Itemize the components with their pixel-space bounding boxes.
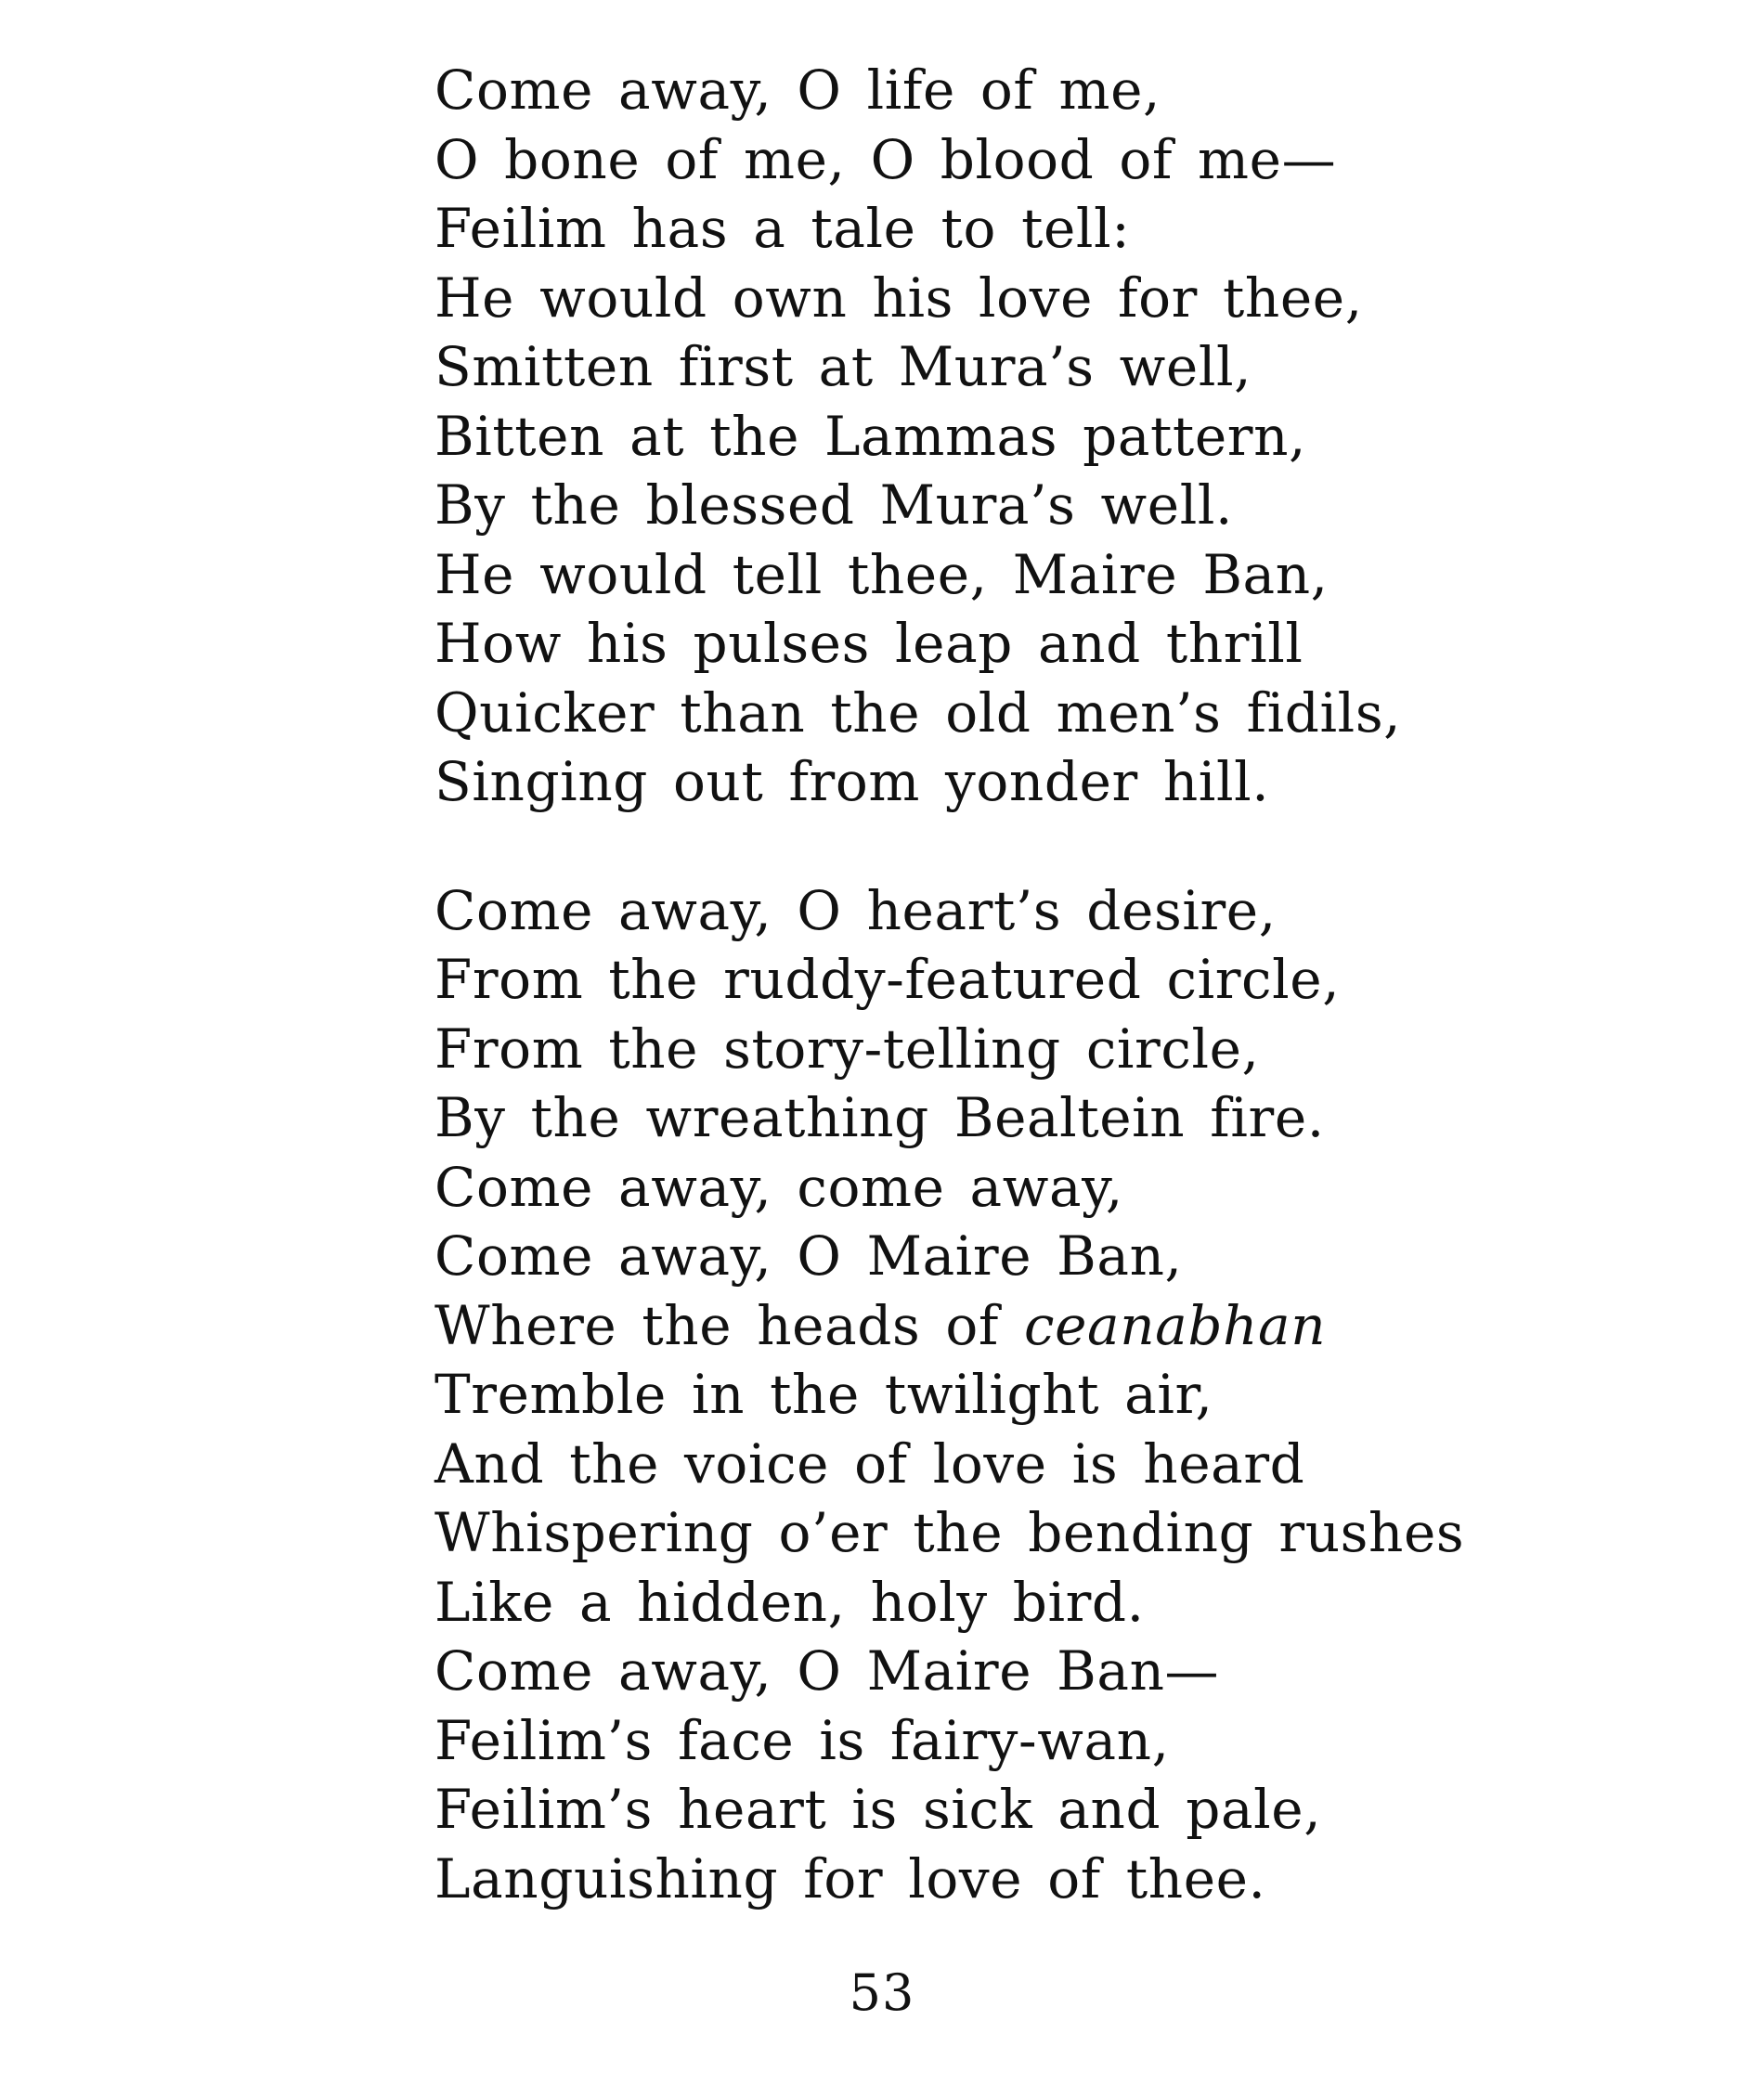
poem-line: Come away, O Maire Ban— [435,1639,1220,1703]
poem-line: Like a hidden, holy bird. [435,1570,1145,1634]
poem-line: From the story-telling circle, [435,1017,1260,1081]
poem [435,56,1549,1913]
poem-line: He would tell thee, Maire Ban, [435,542,1329,606]
poem-line: Bitten at the Lammas pattern, [435,404,1307,468]
poem-line: Feilim’s heart is sick and pale, [435,1778,1322,1841]
poem-line: And the voice of love is heard [435,1431,1305,1496]
poem-line: Come away, O heart’s desire, [435,878,1277,942]
poem-line: He would own his love for thee, [435,265,1363,330]
poem-line: Come away, come away, [435,1155,1123,1219]
poem-line: Tremble in the twilight air, [435,1363,1213,1426]
italic-word: ceanabhan [1024,1293,1327,1357]
poem-line: Singing out from yonder hill. [435,750,1270,813]
poem-line: Quicker than the old men’s fidils, [435,680,1402,745]
poem-line: Come away, O Maire Ban, [435,1224,1183,1288]
poem-line: Smitten first at Mura’s well, [435,335,1252,398]
poem-line-text: Where the heads of [435,1293,1025,1357]
poem-line-with-italic [435,1291,1549,1361]
page-number: 53 [849,1963,915,2022]
stanza-2 [435,876,1549,1914]
poem-line: By the wreathing Bealtein fire. [435,1086,1325,1149]
poem-line: Feilim’s face is fairy-wan, [435,1708,1170,1772]
poem-line: How his pulses leap and thrill [435,612,1304,675]
poem-line: From the ruddy-featured circle, [435,948,1341,1011]
stanza-1 [435,56,1549,817]
poem-line: Languishing for love of thee. [435,1846,1266,1910]
poem-line: Whispering o’er the bending rushes [435,1501,1465,1564]
poem-line: Feilim has a tale to tell: [435,197,1131,260]
poem-line: By the blessed Mura’s well. [435,473,1234,537]
poem-line: Come away, O life of me, [435,58,1161,122]
poem-line: O bone of me, O blood of me— [435,127,1337,191]
